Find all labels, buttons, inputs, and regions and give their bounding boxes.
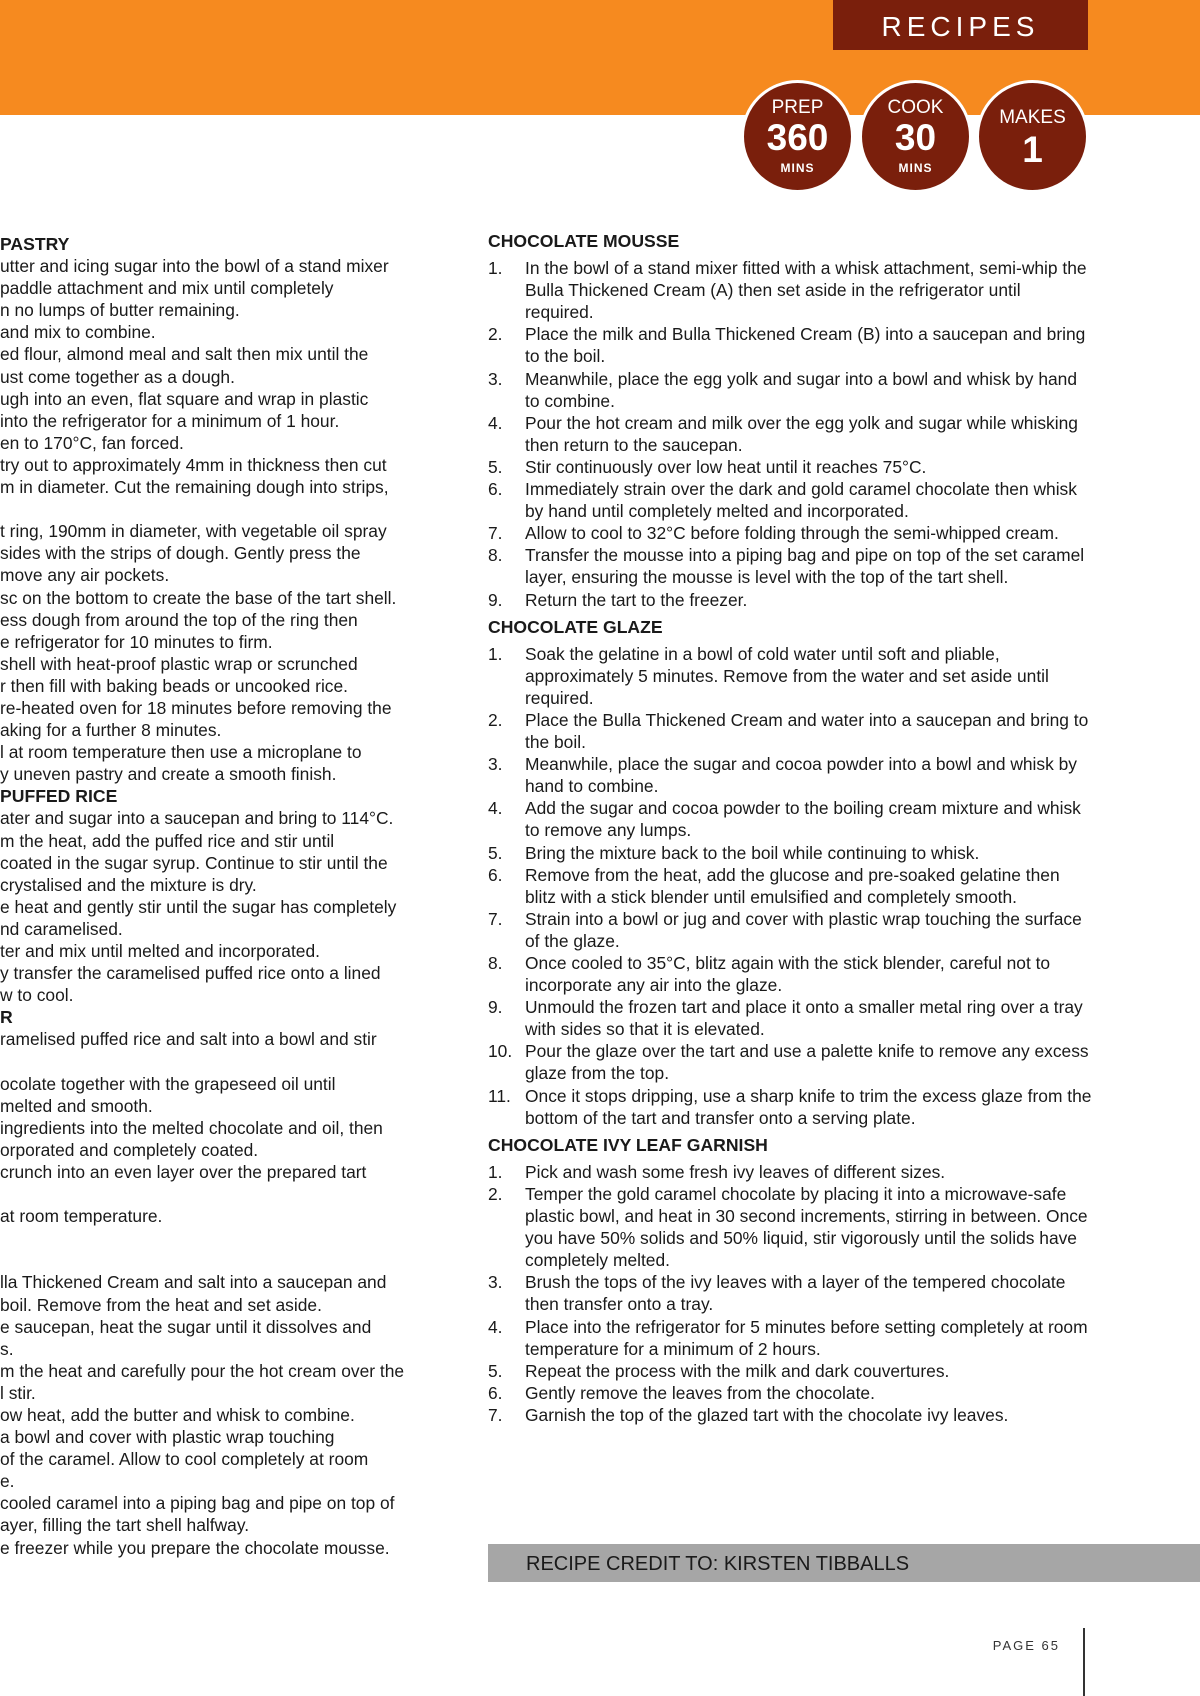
step-text: Immediately strain over the dark and gold caramel chocolate then whisk by hand until completely melted and incorporated.	[525, 479, 1077, 522]
step-text: Remove from the heat, add the glucose and pre-soaked gelatine then blitz with a stick blender until emulsified and completely smooth.	[525, 864, 1060, 907]
step-number: 4.	[488, 798, 503, 819]
left-text-line	[0, 1227, 470, 1249]
step-text: Allow to cool to 32°C before folding through the semi-whipped cream.	[525, 523, 1059, 544]
step-list	[488, 257, 1093, 611]
step-text: Pour the hot cream and milk over the egg yolk and sugar while whisking then return to the saucepan.	[525, 412, 1078, 455]
step-number: 3.	[488, 754, 503, 775]
step-list	[488, 1161, 1093, 1426]
prep-label: PREP	[771, 97, 824, 118]
step-item	[488, 996, 1093, 1040]
left-text-line: ed flour, almond meal and salt then mix until the	[0, 344, 369, 365]
left-text-line: ust come together as a dough.	[0, 366, 235, 387]
left-text-line: ocolate together with the grapeseed oil until	[0, 1073, 336, 1094]
step-item	[488, 709, 1093, 753]
section-heading: CHOCOLATE IVY LEAF GARNISH	[488, 1134, 768, 1155]
step-item	[488, 323, 1093, 367]
left-text-line: a bowl and cover with plastic wrap touching	[0, 1427, 335, 1448]
left-section-heading: PUFFED RICE	[0, 786, 118, 807]
left-text-line: crunch into an even layer over the prepared tart	[0, 1161, 367, 1182]
left-text-line: e saucepan, heat the sugar until it dissolves and	[0, 1316, 372, 1337]
step-number: 4.	[488, 412, 503, 433]
left-column-text	[0, 233, 470, 1559]
step-number: 2.	[488, 709, 503, 730]
recipe-section	[488, 230, 1093, 611]
left-text-line: and mix to combine.	[0, 322, 156, 343]
step-text: Transfer the mousse into a piping bag and pipe on top of the set caramel layer, ensuring the mousse is level with the top of the tart shell.	[525, 545, 1085, 588]
step-item	[488, 1360, 1093, 1382]
step-item	[488, 1183, 1093, 1271]
step-number: 2.	[488, 1183, 503, 1204]
step-item	[488, 478, 1093, 522]
step-item	[488, 864, 1093, 908]
step-number: 7.	[488, 1404, 503, 1425]
left-text-line: sides with the strips of dough. Gently press the	[0, 543, 361, 564]
step-text: In the bowl of a stand mixer fitted with a whisk attachment, semi-whip the Bulla Thickened Cream (A) then set aside in the refrigerator until required.	[525, 258, 1087, 323]
left-text-line: move any air pockets.	[0, 565, 170, 586]
step-number: 9.	[488, 589, 503, 610]
step-text: Pick and wash some fresh ivy leaves of different sizes.	[525, 1161, 946, 1182]
cook-badge	[859, 80, 972, 193]
left-text-line: en to 170°C, fan forced.	[0, 432, 184, 453]
step-item	[488, 1040, 1093, 1084]
step-number: 1.	[488, 258, 503, 279]
step-item	[488, 257, 1093, 323]
left-text-line: sc on the bottom to create the base of the tart shell.	[0, 587, 397, 608]
page-number: PAGE 65	[992, 1638, 1060, 1653]
step-number: 9.	[488, 997, 503, 1018]
left-text-line: t ring, 190mm in diameter, with vegetable oil spray	[0, 521, 387, 542]
step-text: Place the milk and Bulla Thickened Cream (B) into a saucepan and bring to the boil.	[525, 324, 1086, 367]
left-text-line: utter and icing sugar into the bowl of a stand mixer	[0, 256, 389, 277]
step-item	[488, 797, 1093, 841]
step-list	[488, 643, 1093, 1129]
left-text-line: m in diameter. Cut the remaining dough into strips,	[0, 477, 389, 498]
section-heading: CHOCOLATE GLAZE	[488, 616, 663, 637]
recipe-credit-text: RECIPE CREDIT TO: KIRSTEN TIBBALLS	[526, 1553, 910, 1575]
step-text: Unmould the frozen tart and place it onto a smaller metal ring over a tray with sides so that it is elevated.	[525, 997, 1083, 1040]
step-item	[488, 412, 1093, 456]
left-text-line: e heat and gently stir until the sugar has completely	[0, 896, 397, 917]
prep-badge	[741, 80, 854, 193]
step-number: 1.	[488, 643, 503, 664]
left-text-line: l stir.	[0, 1382, 36, 1403]
step-item	[488, 1161, 1093, 1183]
step-text: Place into the refrigerator for 5 minutes before setting completely at room temperature for a minimum of 2 hours.	[525, 1316, 1088, 1359]
cook-label: COOK	[887, 97, 944, 118]
step-text: Temper the gold caramel chocolate by placing it into a microwave-safe plastic bowl, and heat in 30 second increments, stirring in between. Once you have 50% solids and 50% liquid, stir vigorously until the solids have completely melted.	[525, 1183, 1088, 1271]
step-text: Once it stops dripping, use a sharp knife to trim the excess glaze from the bottom of the tart and transfer onto a serving plate.	[525, 1085, 1092, 1128]
makes-label: MAKES	[999, 107, 1066, 128]
step-item	[488, 1382, 1093, 1404]
step-number: 5.	[488, 456, 503, 477]
step-item	[488, 1085, 1093, 1129]
step-text: Return the tart to the freezer.	[525, 589, 748, 610]
step-number: 3.	[488, 368, 503, 389]
left-text-line: paddle attachment and mix until completely	[0, 278, 334, 299]
step-text: Repeat the process with the milk and dark couvertures.	[525, 1360, 950, 1381]
left-text-line: e refrigerator for 10 minutes to firm.	[0, 631, 273, 652]
recipe-section	[488, 1134, 1093, 1426]
left-text-line	[0, 1050, 470, 1072]
step-number: 6.	[488, 479, 503, 500]
right-column-text	[488, 230, 1093, 1431]
left-text-line: y transfer the caramelised puffed rice onto a lined	[0, 963, 381, 984]
left-text-line	[0, 1183, 470, 1205]
left-text-line: n no lumps of butter remaining.	[0, 300, 240, 321]
left-text-line: ramelised puffed rice and salt into a bowl and stir	[0, 1029, 377, 1050]
left-text-line: ow heat, add the butter and whisk to combine.	[0, 1404, 355, 1425]
left-section-heading: PASTRY	[0, 234, 70, 254]
step-item	[488, 522, 1093, 544]
step-number: 6.	[488, 864, 503, 885]
left-text-line: s.	[0, 1338, 14, 1359]
step-text: Garnish the top of the glazed tart with the chocolate ivy leaves.	[525, 1404, 1009, 1425]
cook-value: 30	[894, 117, 937, 158]
left-text-line: e.	[0, 1471, 15, 1492]
step-text: Once cooled to 35°C, blitz again with the stick blender, careful not to incorporate any air into the glaze.	[525, 953, 1051, 996]
step-item	[488, 1316, 1093, 1360]
step-text: Soak the gelatine in a bowl of cold water until soft and pliable, approximately 5 minutes. Remove from the water and set aside until required.	[525, 643, 1049, 708]
step-number: 8.	[488, 545, 503, 566]
recipe-section	[488, 616, 1093, 1129]
left-text-line: boil. Remove from the heat and set aside.	[0, 1294, 322, 1315]
left-text-line: try out to approximately 4mm in thickness then cut	[0, 454, 387, 475]
left-text-line: ater and sugar into a saucepan and bring to 114°C.	[0, 808, 394, 829]
step-item	[488, 368, 1093, 412]
prep-value: 360	[766, 117, 829, 158]
left-text-line: ingredients into the melted chocolate and oil, then	[0, 1117, 383, 1138]
section-heading: CHOCOLATE MOUSSE	[488, 231, 680, 251]
step-item	[488, 842, 1093, 864]
step-number: 6.	[488, 1382, 503, 1403]
left-text-line: into the refrigerator for a minimum of 1 hour.	[0, 410, 340, 431]
left-text-line: y uneven pastry and create a smooth finish.	[0, 764, 337, 785]
left-text-line	[0, 498, 470, 520]
step-text: Brush the tops of the ivy leaves with a layer of the tempered chocolate then transfer onto a tray.	[525, 1272, 1066, 1315]
step-item	[488, 544, 1093, 588]
left-text-line: aking for a further 8 minutes.	[0, 720, 222, 741]
step-item	[488, 753, 1093, 797]
left-text-line: melted and smooth.	[0, 1095, 153, 1116]
step-text: Pour the glaze over the tart and use a palette knife to remove any excess glaze from the top.	[525, 1041, 1089, 1084]
left-text-line: at room temperature.	[0, 1206, 163, 1227]
prep-unit: MINS	[780, 161, 815, 175]
left-text-line: shell with heat-proof plastic wrap or scrunched	[0, 653, 358, 674]
left-text-line: re-heated oven for 18 minutes before removing the	[0, 697, 392, 718]
left-text-line: lla Thickened Cream and salt into a saucepan and	[0, 1272, 387, 1293]
step-item	[488, 1271, 1093, 1315]
step-text: Meanwhile, place the sugar and cocoa powder into a bowl and whisk by hand to combine.	[525, 754, 1077, 797]
step-item	[488, 643, 1093, 709]
makes-badge	[976, 80, 1089, 193]
makes-value: 1	[1022, 129, 1043, 170]
step-text: Strain into a bowl or jug and cover with plastic wrap touching the surface of the glaze.	[525, 908, 1082, 951]
step-number: 5.	[488, 1360, 503, 1381]
left-text-line: ess dough from around the top of the ring then	[0, 609, 358, 630]
step-number: 2.	[488, 324, 503, 345]
step-item	[488, 908, 1093, 952]
step-number: 8.	[488, 953, 503, 973]
left-text-line: m the heat, add the puffed rice and stir until	[0, 830, 335, 851]
left-text-line: l at room temperature then use a microplane to	[0, 742, 362, 763]
left-text-line: m the heat and carefully pour the hot cream over the	[0, 1360, 405, 1381]
step-number: 7.	[488, 908, 503, 929]
left-text-line: w to cool.	[0, 985, 74, 1006]
step-text: Add the sugar and cocoa powder to the boiling cream mixture and whisk to remove any lumps.	[525, 798, 1081, 841]
step-text: Stir continuously over low heat until it reaches 75°C.	[525, 456, 927, 477]
left-text-line	[0, 1249, 470, 1271]
step-text: Meanwhile, place the egg yolk and sugar into a bowl and whisk by hand to combine.	[525, 368, 1078, 411]
left-text-line: cooled caramel into a piping bag and pipe on top of	[0, 1493, 395, 1514]
left-text-line: e freezer while you prepare the chocolate mousse.	[0, 1537, 390, 1558]
section-tab: RECIPES	[833, 0, 1088, 50]
step-text: Bring the mixture back to the boil while continuing to whisk.	[525, 842, 980, 863]
step-number: 3.	[488, 1272, 503, 1293]
step-number: 7.	[488, 523, 503, 544]
page-rule	[1083, 1628, 1085, 1696]
left-text-line: ugh into an even, flat square and wrap in plastic	[0, 388, 369, 409]
left-text-line: nd caramelised.	[0, 918, 123, 939]
left-section-heading: R	[0, 1007, 13, 1028]
step-number: 10.	[488, 1041, 513, 1062]
step-item	[488, 1404, 1093, 1426]
step-number: 4.	[488, 1316, 503, 1337]
left-text-line: orporated and completely coated.	[0, 1139, 259, 1160]
left-text-line: coated in the sugar syrup. Continue to stir until the	[0, 852, 388, 873]
left-text-line: ter and mix until melted and incorporated.	[0, 941, 320, 961]
left-text-line: r then fill with baking beads or uncooked rice.	[0, 675, 349, 696]
step-number: 1.	[488, 1161, 503, 1182]
left-text-line: crystalised and the mixture is dry.	[0, 874, 257, 895]
left-text-line: ayer, filling the tart shell halfway.	[0, 1515, 250, 1536]
cook-unit: MINS	[898, 161, 933, 175]
step-item	[488, 589, 1093, 611]
step-item	[488, 952, 1093, 996]
left-text-line: of the caramel. Allow to cool completely at room	[0, 1449, 369, 1470]
step-number: 5.	[488, 842, 503, 863]
step-text: Gently remove the leaves from the chocolate.	[525, 1382, 875, 1403]
recipe-credit-bar	[488, 1544, 1200, 1582]
step-text: Place the Bulla Thickened Cream and water into a saucepan and bring to the boil.	[525, 709, 1089, 753]
step-number: 11.	[488, 1085, 511, 1106]
step-item	[488, 456, 1093, 478]
